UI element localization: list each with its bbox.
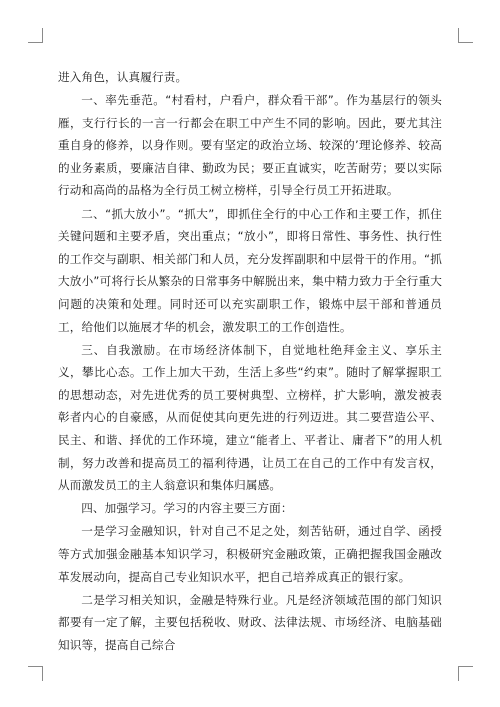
crop-mark-bottom-left: [28, 666, 43, 681]
paragraph-related-knowledge: 二是学习相关知识，金融是特殊行业。凡是经济领域范围的部门知识都要有一定了解，主要包括税收、财政、法律法规、市场经济、电脑基础知识等，提高自己综合: [58, 592, 442, 652]
paragraph-lead-by-example: 一、率先垂范。“村看村，户看户，群众看干部”。作为基层行的领头雁，支行行长的一言一行都会在职工中产生不同的影响。因此，要尤其注重自身的修养，以身作则。要有坚定的政治立场、较深的’理论修养、较高的业务素质，要廉洁自律、勤政为民；要正直诚实，吃苦耐劳；要以实际行动和高尚的品格为全行员工树立榜样，引导全行员工开拓进取。: [58, 93, 442, 198]
paragraph-continuation: 进入角色，认真履行责。: [58, 70, 188, 84]
document-body: [58, 66, 442, 657]
paragraph-strengthen-learning: 四、加强学习。学习的内容主要三方面：: [81, 501, 293, 516]
crop-mark-top-right: [458, 28, 473, 43]
paragraph-self-motivation: 三、自我激励。在市场经济体制下，自觉地杜绝拜金主义、享乐主义，攀比心态。工作上加大干劲，生活上多些“约束”。随时了解掌握职工的思想动态，对先进优秀的员工要树典型、立榜样，扩大影响，激发被表彰者内心的自豪感，从而促使其向更先进的行列迈进。其二要营造公平、民主、和谐、择优的工作环境，建立“能者上、平者让、庸者下”的用人机制，努力改善和提高员工的福利待遇，让员工在自己的工作中有发言权，从而激发员工的主人翁意识和集体归属感。: [58, 342, 442, 493]
paragraph-financial-knowledge: 一是学习金融知识，针对自己不足之处，刻苦钻研，通过自学、函授等方式加强金融基本知识学习，积极研究金融政策，正确把握我国金融改革发展动向，提高自己专业知识水平，把自己培养成真正的银行家。: [58, 524, 442, 584]
paragraph-grasp-big-release-small: 二、“抓大放小”。“抓大”，即抓住全行的中心工作和主要工作，抓住关键问题和主要矛盾，突出重点；“放小”，即将日常性、事务性、执行性的工作交与副职、相关部门和人员，充分发挥副职和中层骨干的作用。“抓大放小”可将行长从繁杂的日常事务中解脱出来，集中精力致力于全行重大问题的决策和处理。同时还可以充实副职工作，锻炼中层干部和普通员工，给他们以施展才华的机会，激发职工的工作创造性。: [58, 206, 442, 334]
crop-mark-bottom-right: [458, 666, 473, 681]
crop-mark-top-left: [28, 28, 43, 43]
